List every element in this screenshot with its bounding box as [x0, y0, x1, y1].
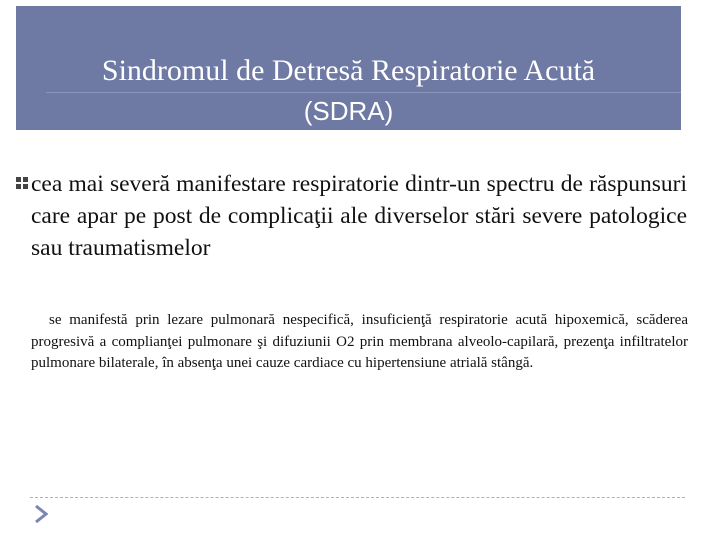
detail-paragraph: se manifestă prin lezare pulmonară nespecifică, insuficienţă respiratorie acută hipoxemică, scăderea progresivă a complianţei pulmonare şi difuziunii O2 prin membrana alveolo-capilară, prezenţa infiltratelor pulmonare bilaterale, în absenţa unei cauze cardiace cu hipertensiune atrială stângă.: [31, 312, 688, 371]
title-divider: [46, 92, 681, 93]
slide-subtitle: (SDRA): [303, 96, 394, 126]
bullet-square-icon: [15, 176, 29, 190]
main-bullet-text: cea mai severă manifestare respiratorie dintr-un spectru de răspunsuri care apar pe post de complicaţii ale diverselor stări severe patologice sau traumatismelor: [31, 171, 687, 261]
chevron-right-icon: [34, 505, 48, 523]
title-banner: [16, 6, 681, 130]
footer-divider: [30, 497, 685, 498]
slide-title: Sindromul de Detresă Respiratorie Acută: [101, 54, 596, 87]
